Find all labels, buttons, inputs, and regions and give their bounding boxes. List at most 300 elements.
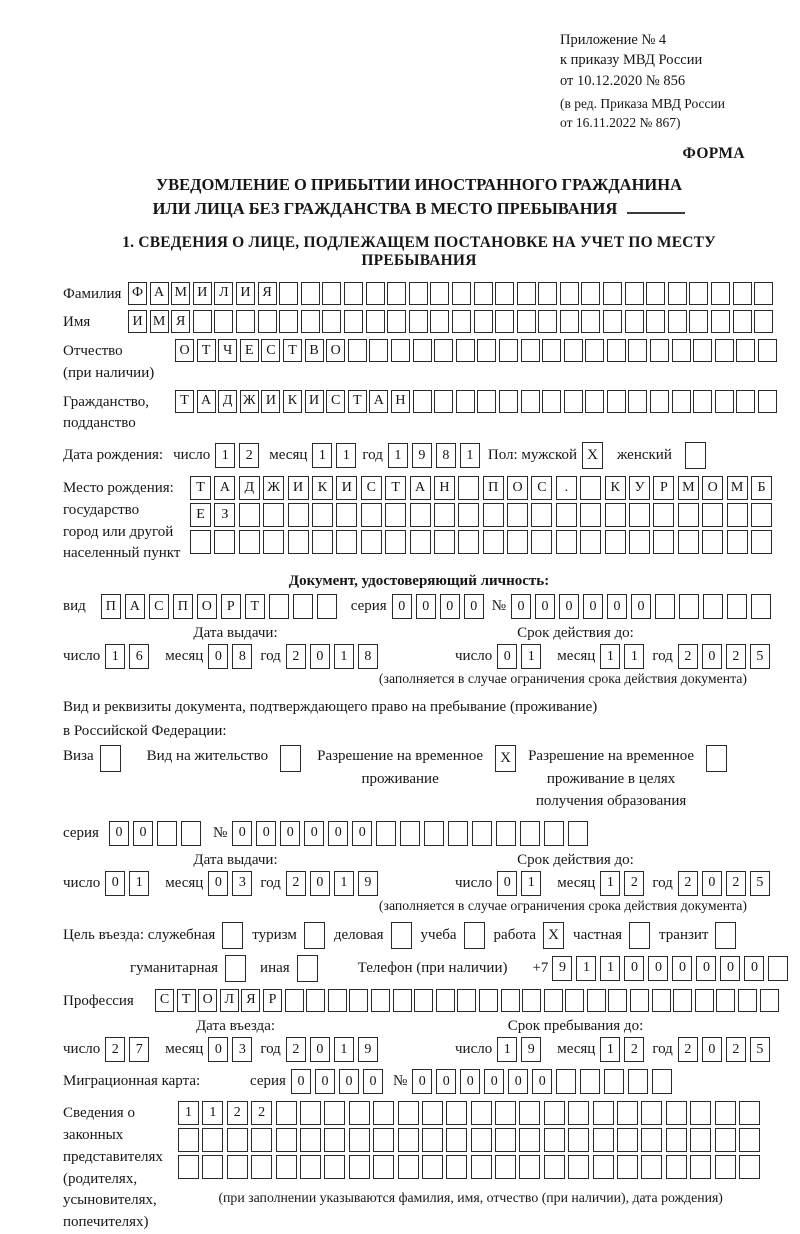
char-box[interactable]: 1 bbox=[576, 956, 596, 981]
char-box[interactable] bbox=[673, 989, 692, 1012]
char-box[interactable]: 1 bbox=[178, 1101, 199, 1125]
char-box[interactable] bbox=[751, 503, 772, 527]
char-box[interactable] bbox=[312, 503, 333, 527]
char-box[interactable] bbox=[672, 390, 691, 413]
char-box[interactable]: 8 bbox=[232, 644, 252, 669]
checkbox-residence-permit[interactable] bbox=[280, 745, 301, 772]
char-box[interactable] bbox=[324, 1101, 345, 1125]
char-box[interactable]: 9 bbox=[412, 443, 432, 468]
char-box[interactable]: 1 bbox=[521, 644, 541, 669]
char-box[interactable] bbox=[349, 989, 368, 1012]
char-box[interactable]: 0 bbox=[607, 594, 627, 619]
char-box[interactable] bbox=[564, 339, 583, 362]
char-box[interactable] bbox=[736, 339, 755, 362]
char-box[interactable]: Р bbox=[653, 476, 674, 500]
char-box[interactable] bbox=[385, 530, 406, 554]
char-box[interactable] bbox=[263, 503, 284, 527]
char-box[interactable] bbox=[568, 1128, 589, 1152]
char-box[interactable] bbox=[369, 339, 388, 362]
char-box[interactable]: Т bbox=[348, 390, 367, 413]
char-box[interactable]: И bbox=[305, 390, 324, 413]
char-box[interactable] bbox=[190, 530, 211, 554]
char-box[interactable]: 0 bbox=[339, 1069, 359, 1094]
char-box[interactable] bbox=[702, 503, 723, 527]
char-box[interactable] bbox=[653, 530, 674, 554]
char-box[interactable] bbox=[607, 339, 626, 362]
char-box[interactable]: 1 bbox=[336, 443, 356, 468]
char-box[interactable] bbox=[653, 503, 674, 527]
char-box[interactable] bbox=[690, 1101, 711, 1125]
char-box[interactable] bbox=[604, 1069, 624, 1094]
char-box[interactable]: 0 bbox=[508, 1069, 528, 1094]
char-box[interactable] bbox=[585, 339, 604, 362]
char-box[interactable]: Д bbox=[239, 476, 260, 500]
char-box[interactable] bbox=[733, 282, 752, 305]
char-box[interactable] bbox=[678, 530, 699, 554]
char-box[interactable]: 0 bbox=[208, 1037, 228, 1062]
char-box[interactable]: 0 bbox=[208, 644, 228, 669]
char-box[interactable]: А bbox=[410, 476, 431, 500]
char-box[interactable] bbox=[479, 989, 498, 1012]
checkbox-temporary-residence[interactable]: X bbox=[495, 745, 516, 772]
char-box[interactable]: 2 bbox=[678, 1037, 698, 1062]
char-box[interactable] bbox=[617, 1101, 638, 1125]
char-box[interactable] bbox=[520, 821, 540, 846]
char-box[interactable] bbox=[715, 1128, 736, 1152]
char-box[interactable] bbox=[519, 1128, 540, 1152]
char-box[interactable]: 0 bbox=[631, 594, 651, 619]
char-box[interactable] bbox=[652, 1069, 672, 1094]
char-box[interactable] bbox=[738, 989, 757, 1012]
char-box[interactable] bbox=[361, 503, 382, 527]
char-box[interactable]: М bbox=[678, 476, 699, 500]
char-box[interactable]: 1 bbox=[600, 871, 620, 896]
char-box[interactable] bbox=[471, 1101, 492, 1125]
char-box[interactable] bbox=[538, 282, 557, 305]
char-box[interactable] bbox=[495, 1101, 516, 1125]
char-box[interactable] bbox=[193, 310, 212, 333]
char-box[interactable]: С bbox=[531, 476, 552, 500]
char-box[interactable]: 0 bbox=[310, 644, 330, 669]
char-box[interactable]: 2 bbox=[726, 871, 746, 896]
char-box[interactable] bbox=[258, 310, 277, 333]
char-box[interactable] bbox=[495, 310, 514, 333]
char-box[interactable] bbox=[679, 594, 699, 619]
char-box[interactable] bbox=[758, 390, 777, 413]
char-box[interactable]: Т bbox=[175, 390, 194, 413]
char-box[interactable] bbox=[410, 503, 431, 527]
char-box[interactable] bbox=[629, 503, 650, 527]
char-box[interactable] bbox=[617, 1128, 638, 1152]
char-box[interactable] bbox=[603, 282, 622, 305]
char-box[interactable]: 2 bbox=[624, 871, 644, 896]
char-box[interactable]: 2 bbox=[286, 1037, 306, 1062]
char-box[interactable] bbox=[617, 1155, 638, 1179]
char-box[interactable] bbox=[227, 1155, 248, 1179]
char-box[interactable] bbox=[758, 339, 777, 362]
char-box[interactable] bbox=[650, 390, 669, 413]
char-box[interactable] bbox=[434, 530, 455, 554]
checkbox-purpose-business[interactable] bbox=[391, 922, 412, 949]
char-box[interactable]: П bbox=[173, 594, 193, 619]
char-box[interactable]: 0 bbox=[702, 871, 722, 896]
char-box[interactable] bbox=[727, 594, 747, 619]
char-box[interactable] bbox=[678, 503, 699, 527]
char-box[interactable] bbox=[603, 310, 622, 333]
char-box[interactable] bbox=[361, 530, 382, 554]
char-box[interactable]: С bbox=[326, 390, 345, 413]
char-box[interactable] bbox=[580, 1069, 600, 1094]
char-box[interactable] bbox=[517, 282, 536, 305]
char-box[interactable] bbox=[436, 989, 455, 1012]
char-box[interactable]: С bbox=[361, 476, 382, 500]
char-box[interactable] bbox=[711, 310, 730, 333]
char-box[interactable]: С bbox=[155, 989, 174, 1012]
char-box[interactable]: И bbox=[128, 310, 147, 333]
char-box[interactable] bbox=[715, 1155, 736, 1179]
char-box[interactable]: У bbox=[629, 476, 650, 500]
char-box[interactable] bbox=[495, 1155, 516, 1179]
char-box[interactable]: 0 bbox=[648, 956, 668, 981]
char-box[interactable] bbox=[715, 390, 734, 413]
char-box[interactable] bbox=[605, 503, 626, 527]
char-box[interactable] bbox=[690, 1128, 711, 1152]
char-box[interactable]: 0 bbox=[624, 956, 644, 981]
char-box[interactable] bbox=[501, 989, 520, 1012]
char-box[interactable] bbox=[556, 503, 577, 527]
char-box[interactable] bbox=[373, 1101, 394, 1125]
char-box[interactable]: И bbox=[236, 282, 255, 305]
char-box[interactable] bbox=[593, 1101, 614, 1125]
checkbox-sex-female[interactable] bbox=[685, 442, 706, 469]
char-box[interactable]: 0 bbox=[352, 821, 372, 846]
char-box[interactable]: 2 bbox=[286, 871, 306, 896]
char-box[interactable] bbox=[519, 1101, 540, 1125]
char-box[interactable] bbox=[666, 1101, 687, 1125]
char-box[interactable]: 3 bbox=[232, 1037, 252, 1062]
char-box[interactable]: Е bbox=[190, 503, 211, 527]
char-box[interactable] bbox=[641, 1101, 662, 1125]
char-box[interactable]: 0 bbox=[744, 956, 764, 981]
char-box[interactable]: 0 bbox=[535, 594, 555, 619]
char-box[interactable] bbox=[499, 339, 518, 362]
char-box[interactable]: И bbox=[193, 282, 212, 305]
char-box[interactable] bbox=[344, 282, 363, 305]
char-box[interactable] bbox=[471, 1155, 492, 1179]
char-box[interactable] bbox=[236, 310, 255, 333]
char-box[interactable] bbox=[607, 390, 626, 413]
char-box[interactable] bbox=[703, 594, 723, 619]
char-box[interactable] bbox=[580, 476, 601, 500]
char-box[interactable] bbox=[593, 1128, 614, 1152]
char-box[interactable]: 5 bbox=[750, 644, 770, 669]
checkbox-purpose-tourism[interactable] bbox=[304, 922, 325, 949]
char-box[interactable]: 0 bbox=[109, 821, 129, 846]
char-box[interactable] bbox=[736, 390, 755, 413]
char-box[interactable] bbox=[538, 310, 557, 333]
char-box[interactable]: 2 bbox=[251, 1101, 272, 1125]
char-box[interactable]: Я bbox=[171, 310, 190, 333]
char-box[interactable]: 9 bbox=[552, 956, 572, 981]
char-box[interactable] bbox=[727, 530, 748, 554]
char-box[interactable]: С bbox=[261, 339, 280, 362]
char-box[interactable] bbox=[285, 989, 304, 1012]
char-box[interactable] bbox=[300, 1128, 321, 1152]
checkbox-purpose-humanitarian[interactable] bbox=[225, 955, 246, 982]
char-box[interactable] bbox=[556, 1069, 576, 1094]
char-box[interactable] bbox=[202, 1128, 223, 1152]
char-box[interactable]: О bbox=[702, 476, 723, 500]
char-box[interactable]: Д bbox=[218, 390, 237, 413]
char-box[interactable]: П bbox=[483, 476, 504, 500]
char-box[interactable] bbox=[422, 1155, 443, 1179]
char-box[interactable]: Ж bbox=[240, 390, 259, 413]
char-box[interactable] bbox=[385, 503, 406, 527]
char-box[interactable] bbox=[317, 594, 337, 619]
char-box[interactable] bbox=[458, 530, 479, 554]
char-box[interactable] bbox=[276, 1155, 297, 1179]
char-box[interactable] bbox=[409, 310, 428, 333]
char-box[interactable] bbox=[312, 530, 333, 554]
char-box[interactable] bbox=[178, 1155, 199, 1179]
char-box[interactable] bbox=[413, 339, 432, 362]
char-box[interactable] bbox=[324, 1155, 345, 1179]
char-box[interactable] bbox=[300, 1155, 321, 1179]
char-box[interactable] bbox=[568, 821, 588, 846]
char-box[interactable]: 0 bbox=[702, 644, 722, 669]
char-box[interactable] bbox=[398, 1128, 419, 1152]
char-box[interactable]: 2 bbox=[239, 443, 259, 468]
char-box[interactable] bbox=[544, 989, 563, 1012]
char-box[interactable] bbox=[689, 282, 708, 305]
char-box[interactable] bbox=[650, 339, 669, 362]
char-box[interactable]: 2 bbox=[726, 1037, 746, 1062]
char-box[interactable]: Я bbox=[241, 989, 260, 1012]
char-box[interactable]: Н bbox=[434, 476, 455, 500]
char-box[interactable]: З bbox=[214, 503, 235, 527]
char-box[interactable] bbox=[288, 503, 309, 527]
char-box[interactable]: 8 bbox=[436, 443, 456, 468]
char-box[interactable] bbox=[531, 530, 552, 554]
char-box[interactable]: 0 bbox=[559, 594, 579, 619]
char-box[interactable] bbox=[715, 1101, 736, 1125]
char-box[interactable] bbox=[531, 503, 552, 527]
char-box[interactable]: Т bbox=[177, 989, 196, 1012]
char-box[interactable] bbox=[668, 282, 687, 305]
char-box[interactable] bbox=[178, 1128, 199, 1152]
char-box[interactable] bbox=[605, 530, 626, 554]
char-box[interactable] bbox=[448, 821, 468, 846]
char-box[interactable] bbox=[477, 339, 496, 362]
char-box[interactable]: 0 bbox=[412, 1069, 432, 1094]
char-box[interactable] bbox=[430, 282, 449, 305]
char-box[interactable] bbox=[666, 1128, 687, 1152]
char-box[interactable] bbox=[702, 530, 723, 554]
char-box[interactable] bbox=[587, 989, 606, 1012]
char-box[interactable] bbox=[716, 989, 735, 1012]
char-box[interactable]: Ф bbox=[128, 282, 147, 305]
char-box[interactable]: 0 bbox=[363, 1069, 383, 1094]
char-box[interactable] bbox=[202, 1155, 223, 1179]
char-box[interactable] bbox=[483, 503, 504, 527]
char-box[interactable]: Б bbox=[751, 476, 772, 500]
char-box[interactable]: 0 bbox=[440, 594, 460, 619]
char-box[interactable]: К bbox=[283, 390, 302, 413]
char-box[interactable] bbox=[400, 821, 420, 846]
char-box[interactable] bbox=[373, 1128, 394, 1152]
char-box[interactable]: М bbox=[171, 282, 190, 305]
char-box[interactable] bbox=[324, 1128, 345, 1152]
char-box[interactable] bbox=[471, 1128, 492, 1152]
char-box[interactable] bbox=[410, 530, 431, 554]
char-box[interactable]: 1 bbox=[215, 443, 235, 468]
char-box[interactable] bbox=[628, 390, 647, 413]
char-box[interactable]: 0 bbox=[105, 871, 125, 896]
char-box[interactable]: 0 bbox=[291, 1069, 311, 1094]
char-box[interactable] bbox=[414, 989, 433, 1012]
char-box[interactable] bbox=[768, 956, 788, 981]
char-box[interactable] bbox=[646, 282, 665, 305]
char-box[interactable]: И bbox=[261, 390, 280, 413]
char-box[interactable] bbox=[695, 989, 714, 1012]
char-box[interactable]: А bbox=[369, 390, 388, 413]
char-box[interactable] bbox=[556, 530, 577, 554]
char-box[interactable] bbox=[672, 339, 691, 362]
char-box[interactable] bbox=[348, 339, 367, 362]
char-box[interactable] bbox=[751, 594, 771, 619]
checkbox-purpose-work[interactable]: X bbox=[543, 922, 564, 949]
char-box[interactable] bbox=[446, 1128, 467, 1152]
char-box[interactable] bbox=[181, 821, 201, 846]
char-box[interactable] bbox=[580, 530, 601, 554]
char-box[interactable] bbox=[690, 1155, 711, 1179]
char-box[interactable] bbox=[568, 1101, 589, 1125]
char-box[interactable]: 1 bbox=[334, 1037, 354, 1062]
char-box[interactable] bbox=[446, 1101, 467, 1125]
char-box[interactable] bbox=[300, 1101, 321, 1125]
char-box[interactable] bbox=[496, 821, 516, 846]
char-box[interactable]: Ч bbox=[218, 339, 237, 362]
char-box[interactable]: 1 bbox=[312, 443, 332, 468]
char-box[interactable] bbox=[739, 1101, 760, 1125]
char-box[interactable]: И bbox=[288, 476, 309, 500]
char-box[interactable] bbox=[585, 390, 604, 413]
char-box[interactable]: Т bbox=[385, 476, 406, 500]
char-box[interactable] bbox=[456, 339, 475, 362]
char-box[interactable] bbox=[349, 1155, 370, 1179]
char-box[interactable] bbox=[521, 390, 540, 413]
char-box[interactable] bbox=[521, 339, 540, 362]
char-box[interactable]: 3 bbox=[232, 871, 252, 896]
char-box[interactable]: 0 bbox=[280, 821, 300, 846]
char-box[interactable] bbox=[495, 282, 514, 305]
char-box[interactable] bbox=[628, 339, 647, 362]
char-box[interactable] bbox=[239, 530, 260, 554]
char-box[interactable]: К bbox=[605, 476, 626, 500]
char-box[interactable] bbox=[293, 594, 313, 619]
char-box[interactable]: 0 bbox=[256, 821, 276, 846]
char-box[interactable] bbox=[288, 530, 309, 554]
char-box[interactable]: 0 bbox=[392, 594, 412, 619]
checkbox-purpose-private[interactable] bbox=[629, 922, 650, 949]
char-box[interactable]: Л bbox=[220, 989, 239, 1012]
char-box[interactable]: 0 bbox=[720, 956, 740, 981]
char-box[interactable]: 0 bbox=[133, 821, 153, 846]
char-box[interactable] bbox=[564, 390, 583, 413]
char-box[interactable]: 1 bbox=[600, 956, 620, 981]
char-box[interactable] bbox=[754, 282, 773, 305]
char-box[interactable]: А bbox=[197, 390, 216, 413]
char-box[interactable]: 1 bbox=[460, 443, 480, 468]
char-box[interactable] bbox=[434, 503, 455, 527]
char-box[interactable] bbox=[560, 282, 579, 305]
char-box[interactable] bbox=[239, 503, 260, 527]
char-box[interactable]: 1 bbox=[497, 1037, 517, 1062]
checkbox-purpose-official[interactable] bbox=[222, 922, 243, 949]
char-box[interactable] bbox=[434, 339, 453, 362]
char-box[interactable] bbox=[457, 989, 476, 1012]
char-box[interactable] bbox=[349, 1128, 370, 1152]
char-box[interactable]: 2 bbox=[678, 871, 698, 896]
char-box[interactable] bbox=[373, 1155, 394, 1179]
char-box[interactable] bbox=[472, 821, 492, 846]
char-box[interactable] bbox=[328, 989, 347, 1012]
char-box[interactable] bbox=[625, 310, 644, 333]
char-box[interactable]: 0 bbox=[232, 821, 252, 846]
char-box[interactable] bbox=[483, 530, 504, 554]
char-box[interactable] bbox=[565, 989, 584, 1012]
char-box[interactable]: 0 bbox=[511, 594, 531, 619]
char-box[interactable] bbox=[227, 1128, 248, 1152]
char-box[interactable]: Ж bbox=[263, 476, 284, 500]
char-box[interactable]: Н bbox=[391, 390, 410, 413]
char-box[interactable]: 0 bbox=[460, 1069, 480, 1094]
char-box[interactable]: 0 bbox=[310, 871, 330, 896]
char-box[interactable] bbox=[214, 310, 233, 333]
char-box[interactable]: К bbox=[312, 476, 333, 500]
char-box[interactable] bbox=[733, 310, 752, 333]
char-box[interactable] bbox=[301, 310, 320, 333]
char-box[interactable]: 1 bbox=[334, 644, 354, 669]
char-box[interactable] bbox=[666, 1155, 687, 1179]
char-box[interactable] bbox=[269, 594, 289, 619]
char-box[interactable]: Е bbox=[240, 339, 259, 362]
char-box[interactable] bbox=[715, 339, 734, 362]
char-box[interactable] bbox=[629, 530, 650, 554]
char-box[interactable] bbox=[507, 503, 528, 527]
char-box[interactable] bbox=[519, 1155, 540, 1179]
char-box[interactable] bbox=[652, 989, 671, 1012]
char-box[interactable] bbox=[366, 282, 385, 305]
char-box[interactable]: 0 bbox=[484, 1069, 504, 1094]
char-box[interactable] bbox=[279, 282, 298, 305]
char-box[interactable]: А bbox=[125, 594, 145, 619]
char-box[interactable] bbox=[387, 282, 406, 305]
char-box[interactable]: 8 bbox=[358, 644, 378, 669]
char-box[interactable] bbox=[306, 989, 325, 1012]
char-box[interactable]: Р bbox=[221, 594, 241, 619]
char-box[interactable]: 1 bbox=[600, 644, 620, 669]
char-box[interactable]: 9 bbox=[358, 1037, 378, 1062]
char-box[interactable] bbox=[517, 310, 536, 333]
char-box[interactable] bbox=[580, 503, 601, 527]
char-box[interactable]: О bbox=[507, 476, 528, 500]
char-box[interactable] bbox=[689, 310, 708, 333]
char-box[interactable]: 0 bbox=[208, 871, 228, 896]
char-box[interactable] bbox=[458, 476, 479, 500]
char-box[interactable]: 1 bbox=[334, 871, 354, 896]
char-box[interactable]: 0 bbox=[583, 594, 603, 619]
